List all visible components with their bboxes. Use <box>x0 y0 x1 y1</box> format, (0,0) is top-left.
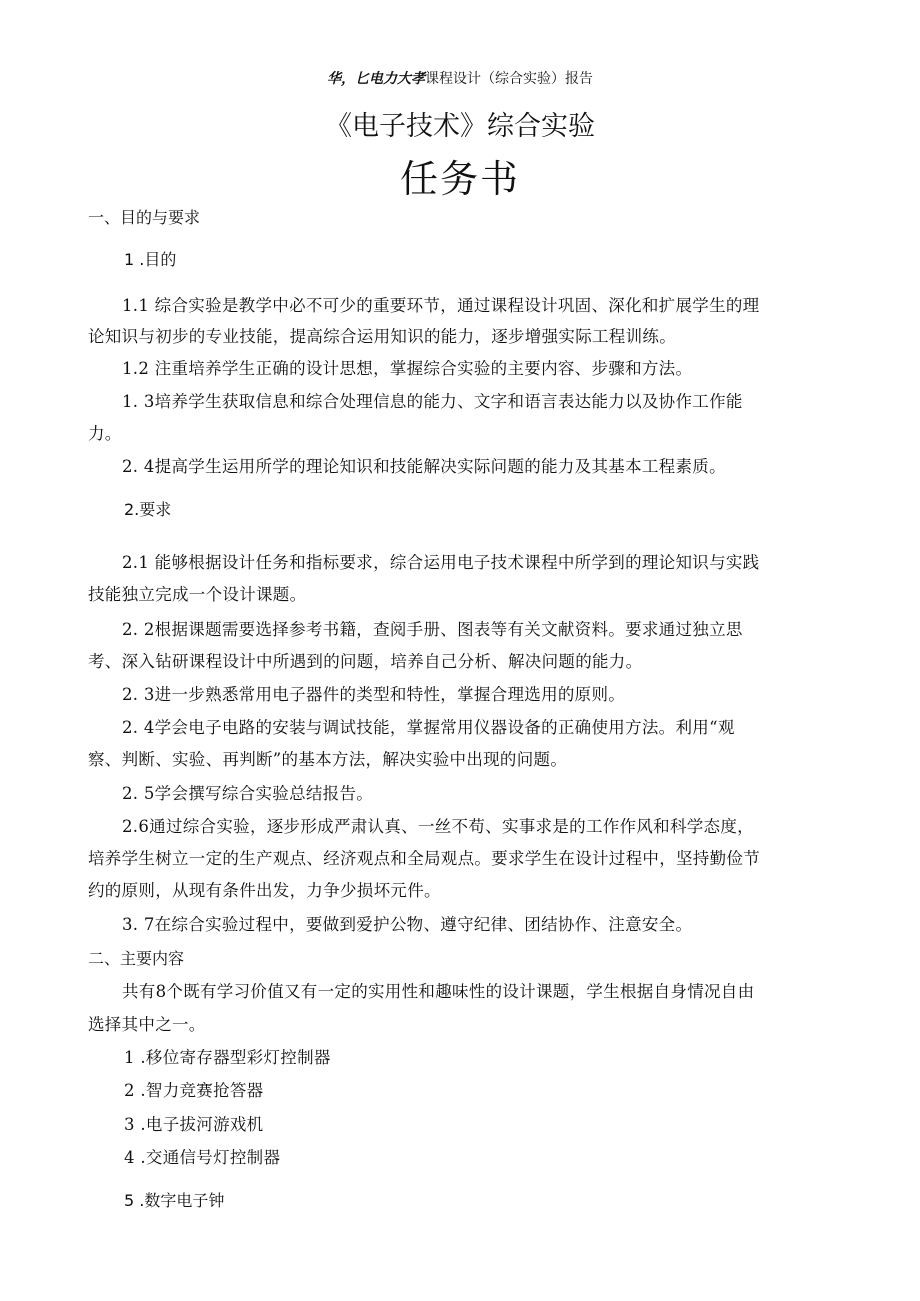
purpose-heading: 1 .目的 <box>124 250 177 269</box>
req-2-4-line1: 2. 4学会电子电路的安装与调试技能，掌握常用仪器设备的正确使用方法。利用“观 <box>122 718 735 737</box>
document-subtitle: 任务书 <box>399 157 520 201</box>
req-2-3-line1: 2. 3进一步熟悉常用电子器件的类型和特性，掌握合理选用的原则。 <box>122 685 626 704</box>
purpose-1-3-line1: 1. 3培养学生获取信息和综合处理信息的能力、文字和语言表达能力以及协作工作能 <box>122 392 743 411</box>
topic-item-1: 1 .移位寄存器型彩灯控制器 <box>124 1048 331 1067</box>
purpose-1-3-line2: 力。 <box>88 424 122 443</box>
section2-intro-line1: 共有8个既有学习价值又有一定的实用性和趣味性的设计课题，学生根据自身情况自由 <box>122 982 755 1001</box>
topic-item-3: 3 .电子拔河游戏机 <box>124 1115 264 1134</box>
section2-intro-line2: 选择其中之一。 <box>88 1015 206 1034</box>
page-header <box>0 68 920 88</box>
req-2-5-line1: 2. 5学会撰写综合实验总结报告。 <box>122 784 374 803</box>
req-2-1-line2: 技能独立完成一个设计课题。 <box>88 585 307 604</box>
topic-item-2: 2 .智力竞赛抢答器 <box>124 1081 264 1100</box>
topic-item-4: 4 .交通信号灯控制器 <box>124 1148 281 1167</box>
purpose-1-2-line1: 1.2 注重培养学生正确的设计思想，掌握综合实验的主要内容、步骤和方法。 <box>122 359 693 378</box>
req-2-6-line2: 培养学生树立一定的生产观点、经济观点和全局观点。要求学生在设计过程中，坚持勤俭节 <box>88 849 760 868</box>
req-2-1-line1: 2.1 能够根据设计任务和指标要求，综合运用电子技术课程中所学到的理论知识与实践 <box>122 553 760 572</box>
university-name: 华，匕电力大孝 <box>327 71 425 87</box>
purpose-1-4-line1: 2. 4提高学生运用所学的理论知识和技能解决实际问题的能力及其基本工程素质。 <box>122 457 726 476</box>
section2-heading: 二、主要内容 <box>88 949 185 968</box>
req-2-2-line2: 考、深入钻研课程设计中所遇到的问题，培养自己分析、解决问题的能力。 <box>88 652 643 671</box>
purpose-1-1-line2: 论知识与初步的专业技能，提高综合运用知识的能力，逐步增强实际工程训练。 <box>88 327 676 346</box>
topic-item-5: 5 .数字电子钟 <box>124 1191 225 1210</box>
req-2-6-line3: 约的原则，从现有条件出发，力争少损坏元件。 <box>88 881 441 900</box>
req-2-6-line1: 2.6通过综合实验，逐步形成严肃认真、一丝不苟、实事求是的工作作风和科学态度， <box>122 817 754 836</box>
section1-heading: 一、目的与要求 <box>88 208 201 227</box>
purpose-1-1-line1: 1.1 综合实验是教学中必不可少的重要环节，通过课程设计巩固、深化和扩展学生的理 <box>122 296 760 315</box>
document-title: 《电子技术》综合实验 <box>325 111 595 142</box>
req-2-4-line2: 察、判断、实验、再判断”的基本方法，解决实验中出现的问题。 <box>88 750 568 769</box>
req-2-2-line1: 2. 2根据课题需要选择参考书籍，查阅手册、图表等有关文献资料。要求通过独立思 <box>122 620 743 639</box>
requirements-heading: 2.要求 <box>124 500 172 519</box>
req-3-7-line1: 3. 7在综合实验过程中，要做到爱护公物、遵守纪律、团结协作、注意安全。 <box>122 915 693 934</box>
report-type: 课程设计（综合实验）报告 <box>425 71 593 87</box>
